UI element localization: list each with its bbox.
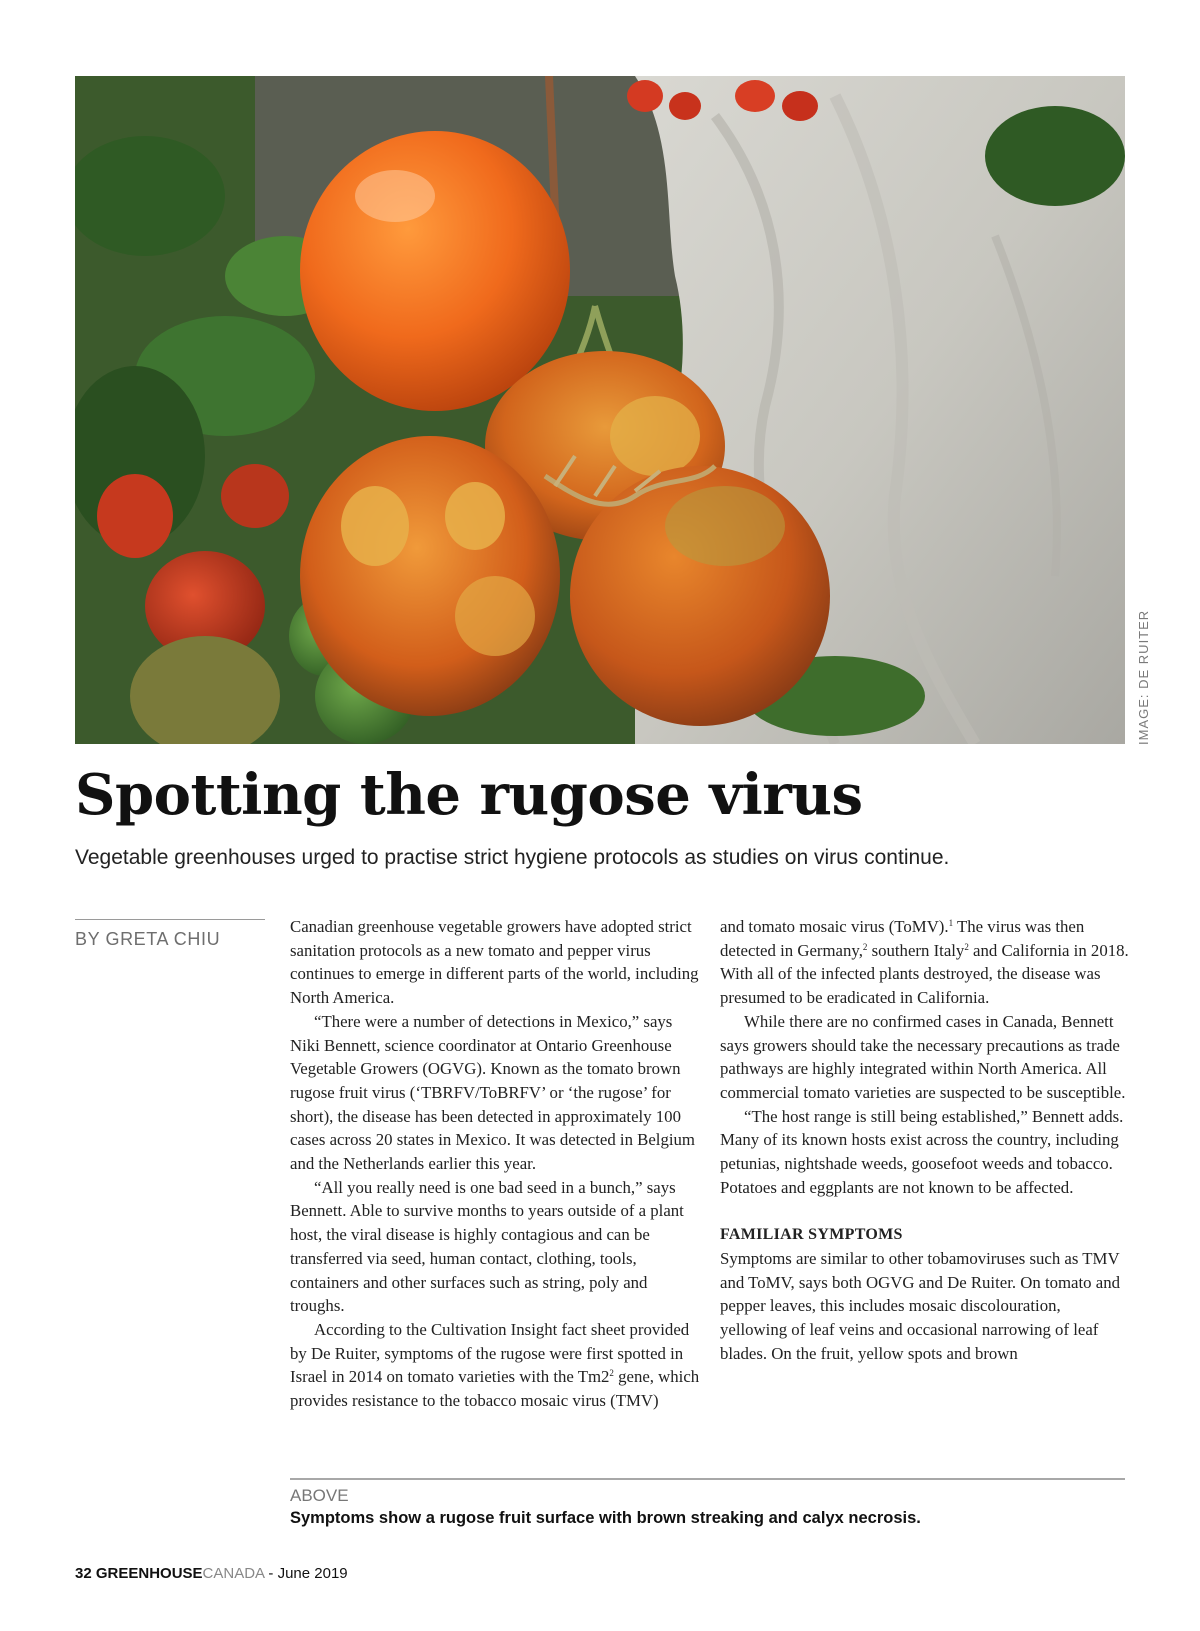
deck: Vegetable greenhouses urged to practise strict hygiene protocols as studies on virus continue. [75, 846, 950, 869]
paragraph: Symptoms are similar to other tobamoviruses such as TMV and ToMV, says both OGVG and De Ruiter. On tomato and pepper leaves, this includes mosaic discolouration, yellowing of leaf veins and occasional narrowing of leaf blades. On the fruit, yellow spots and brown [720, 1248, 1120, 1363]
text-run: and tomato mosaic virus (ToMV). [720, 917, 949, 936]
body-column-2 [720, 915, 1130, 1365]
paragraph: “There were a number of detections in Mexico,” says Niki Bennett, science coordinator at Ontario Greenhouse Vegetable Growers (OGVG). Known as the tomato brown rugose fruit virus (‘TBRFV/ToBRFV’ or ‘the rugose’ for short), the disease has been detected in approximately 100 cases across 20 states in Mexico. It was detected in Belgium and the Netherlands earlier this year. [290, 1011, 695, 1174]
page-footer [75, 1565, 348, 1582]
page-number: 32 [75, 1565, 92, 1582]
byline-rule [75, 919, 265, 920]
text-run: and California in 2018. With all of the infected plants destroyed, the disease was presumed to be eradicated in California. [720, 940, 1129, 1008]
magazine-name: GREENHOUSE [95, 1565, 203, 1582]
text-run: southern Italy [867, 940, 965, 960]
hero-photo [75, 76, 1125, 744]
byline: BY GRETA CHIU [75, 929, 221, 949]
footnote-ref: 2 [964, 941, 969, 952]
subheading: FAMILIAR SYMPTOMS [720, 1226, 903, 1244]
headline: Spotting the rugose virus [75, 762, 863, 828]
paragraph [720, 915, 1130, 1010]
caption-rule [290, 1478, 1125, 1480]
text-run: gene, which provides resistance to the tobacco mosaic virus (TMV) [290, 1367, 700, 1411]
text-run: The virus was then detected in Germany, [720, 917, 1085, 960]
paragraph: “The host range is still being established,” Bennett adds. Many of its known hosts exist across the country, including petunias, nightshade weeds, goosefoot weeds and tobacco. Potatoes and eggplants are not known to be affected. [720, 1106, 1124, 1197]
photo-credit: IMAGE: DE RUITER [1136, 609, 1151, 745]
text-run: According to the Cultivation Insight fact sheet provided by De Ruiter, symptoms of the rugose were first spotted in Israel in 2014 on tomato varieties with the Tm2 [290, 1319, 690, 1387]
paragraph: “All you really need is one bad seed in a bunch,” says Bennett. Able to survive months to years outside of a plant host, the viral disease is highly contagious and can be transferred via seed, human contact, clothing, tools, containers and other surfaces such as string, poly and troughs. [290, 1177, 684, 1316]
paragraph [290, 1318, 700, 1413]
magazine-name-light: CANADA [202, 1565, 265, 1582]
caption-label: ABOVE [290, 1486, 349, 1505]
paragraph: While there are no confirmed cases in Canada, Bennett says growers should take the necessary precautions as trade pathways are highly integrated within North America. All commercial tomato varieties are suspected to be susceptible. [720, 1011, 1126, 1102]
caption-text: Symptoms show a rugose fruit surface with brown streaking and calyx necrosis. [290, 1509, 921, 1527]
issue-date: - June 2019 [268, 1565, 348, 1582]
body-column-1 [290, 915, 700, 1413]
footnote-ref: 2 [609, 1368, 614, 1379]
footnote-ref: 2 [862, 941, 868, 952]
paragraph: Canadian greenhouse vegetable growers have adopted strict sanitation protocols as a new tomato and pepper virus continues to emerge in different parts of the world, including North America. [290, 917, 699, 1008]
footnote-ref: 1 [948, 918, 954, 928]
